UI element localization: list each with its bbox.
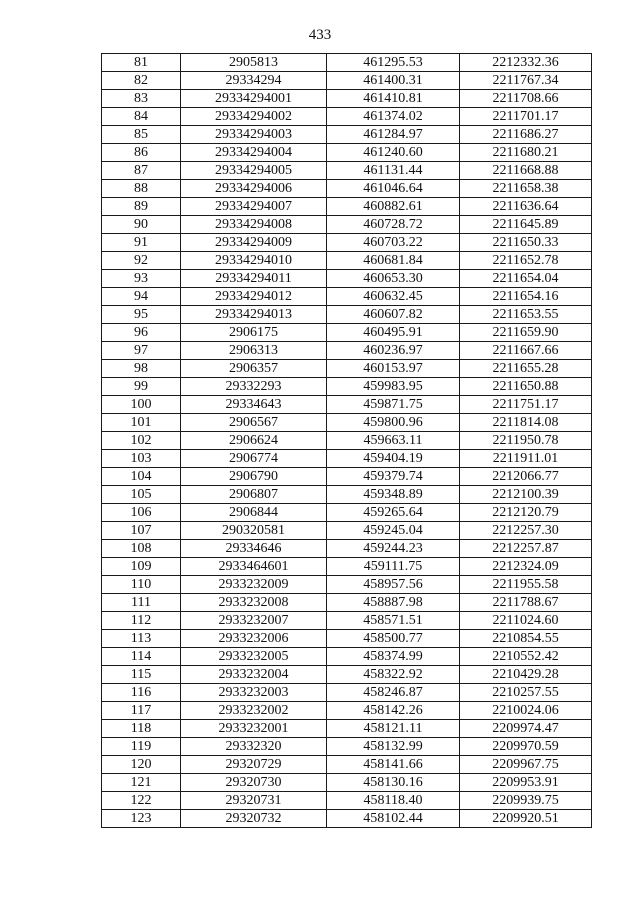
x-coordinate-cell: 458322.92: [327, 666, 460, 684]
point-id-cell: 2905813: [181, 54, 327, 72]
point-id-cell: 2933232007: [181, 612, 327, 630]
x-coordinate-cell: 459983.95: [327, 378, 460, 396]
table-row: [102, 234, 592, 252]
table-row: [102, 810, 592, 828]
x-coordinate-cell: 458121.11: [327, 720, 460, 738]
table-row: [102, 522, 592, 540]
x-coordinate-cell: 458246.87: [327, 684, 460, 702]
row-number-cell: 84: [102, 108, 181, 126]
row-number-cell: 81: [102, 54, 181, 72]
y-coordinate-cell: 2210024.06: [460, 702, 592, 720]
table-row: [102, 378, 592, 396]
y-coordinate-cell: 2209967.75: [460, 756, 592, 774]
y-coordinate-cell: 2211652.78: [460, 252, 592, 270]
y-coordinate-cell: 2211650.88: [460, 378, 592, 396]
row-number-cell: 119: [102, 738, 181, 756]
point-id-cell: 29334294003: [181, 126, 327, 144]
y-coordinate-cell: 2211659.90: [460, 324, 592, 342]
x-coordinate-cell: 458118.40: [327, 792, 460, 810]
table-row: [102, 684, 592, 702]
x-coordinate-cell: 458887.98: [327, 594, 460, 612]
table-row: [102, 666, 592, 684]
y-coordinate-cell: 2212100.39: [460, 486, 592, 504]
x-coordinate-cell: 461374.02: [327, 108, 460, 126]
y-coordinate-cell: 2210429.28: [460, 666, 592, 684]
row-number-cell: 86: [102, 144, 181, 162]
x-coordinate-cell: 459379.74: [327, 468, 460, 486]
table-row: [102, 144, 592, 162]
y-coordinate-cell: 2210552.42: [460, 648, 592, 666]
table-row: [102, 126, 592, 144]
table-row: [102, 396, 592, 414]
x-coordinate-cell: 458957.56: [327, 576, 460, 594]
y-coordinate-cell: 2212120.79: [460, 504, 592, 522]
x-coordinate-cell: 460607.82: [327, 306, 460, 324]
row-number-cell: 121: [102, 774, 181, 792]
table-row: [102, 216, 592, 234]
x-coordinate-cell: 460728.72: [327, 216, 460, 234]
y-coordinate-cell: 2209953.91: [460, 774, 592, 792]
row-number-cell: 101: [102, 414, 181, 432]
row-number-cell: 117: [102, 702, 181, 720]
point-id-cell: 29334294012: [181, 288, 327, 306]
point-id-cell: 2906624: [181, 432, 327, 450]
y-coordinate-cell: 2209920.51: [460, 810, 592, 828]
coordinates-table-container: [101, 53, 592, 828]
x-coordinate-cell: 458142.26: [327, 702, 460, 720]
x-coordinate-cell: 459244.23: [327, 540, 460, 558]
point-id-cell: 2906567: [181, 414, 327, 432]
point-id-cell: 29334294: [181, 72, 327, 90]
table-row: [102, 180, 592, 198]
table-row: [102, 720, 592, 738]
y-coordinate-cell: 2211708.66: [460, 90, 592, 108]
table-body: [102, 54, 592, 828]
y-coordinate-cell: 2211658.38: [460, 180, 592, 198]
row-number-cell: 114: [102, 648, 181, 666]
point-id-cell: 29334294011: [181, 270, 327, 288]
point-id-cell: 2933232001: [181, 720, 327, 738]
point-id-cell: 2906313: [181, 342, 327, 360]
table-row: [102, 162, 592, 180]
y-coordinate-cell: 2211645.89: [460, 216, 592, 234]
point-id-cell: 290320581: [181, 522, 327, 540]
x-coordinate-cell: 461284.97: [327, 126, 460, 144]
row-number-cell: 87: [102, 162, 181, 180]
x-coordinate-cell: 459245.04: [327, 522, 460, 540]
y-coordinate-cell: 2211911.01: [460, 450, 592, 468]
point-id-cell: 2906790: [181, 468, 327, 486]
row-number-cell: 95: [102, 306, 181, 324]
row-number-cell: 103: [102, 450, 181, 468]
row-number-cell: 123: [102, 810, 181, 828]
y-coordinate-cell: 2211751.17: [460, 396, 592, 414]
row-number-cell: 106: [102, 504, 181, 522]
point-id-cell: 29334294004: [181, 144, 327, 162]
point-id-cell: 2933232002: [181, 702, 327, 720]
table-row: [102, 306, 592, 324]
x-coordinate-cell: 461400.31: [327, 72, 460, 90]
y-coordinate-cell: 2211767.34: [460, 72, 592, 90]
y-coordinate-cell: 2210257.55: [460, 684, 592, 702]
row-number-cell: 112: [102, 612, 181, 630]
row-number-cell: 108: [102, 540, 181, 558]
table-row: [102, 648, 592, 666]
point-id-cell: 29334294009: [181, 234, 327, 252]
x-coordinate-cell: 460882.61: [327, 198, 460, 216]
y-coordinate-cell: 2211680.21: [460, 144, 592, 162]
y-coordinate-cell: 2211654.16: [460, 288, 592, 306]
row-number-cell: 91: [102, 234, 181, 252]
x-coordinate-cell: 459800.96: [327, 414, 460, 432]
table-row: [102, 288, 592, 306]
point-id-cell: 2906844: [181, 504, 327, 522]
x-coordinate-cell: 458500.77: [327, 630, 460, 648]
point-id-cell: 29334294007: [181, 198, 327, 216]
table-row: [102, 756, 592, 774]
row-number-cell: 88: [102, 180, 181, 198]
table-row: [102, 612, 592, 630]
x-coordinate-cell: 459404.19: [327, 450, 460, 468]
row-number-cell: 104: [102, 468, 181, 486]
point-id-cell: 29334643: [181, 396, 327, 414]
point-id-cell: 29332320: [181, 738, 327, 756]
table-row: [102, 540, 592, 558]
x-coordinate-cell: 458374.99: [327, 648, 460, 666]
x-coordinate-cell: 461410.81: [327, 90, 460, 108]
point-id-cell: 2933232009: [181, 576, 327, 594]
point-id-cell: 2906774: [181, 450, 327, 468]
x-coordinate-cell: 460495.91: [327, 324, 460, 342]
point-id-cell: 29334294001: [181, 90, 327, 108]
row-number-cell: 99: [102, 378, 181, 396]
y-coordinate-cell: 2212257.87: [460, 540, 592, 558]
table-row: [102, 504, 592, 522]
table-row: [102, 738, 592, 756]
x-coordinate-cell: 459871.75: [327, 396, 460, 414]
table-row: [102, 342, 592, 360]
y-coordinate-cell: 2209939.75: [460, 792, 592, 810]
point-id-cell: 2933232006: [181, 630, 327, 648]
table-row: [102, 198, 592, 216]
y-coordinate-cell: 2209974.47: [460, 720, 592, 738]
x-coordinate-cell: 461131.44: [327, 162, 460, 180]
x-coordinate-cell: 459663.11: [327, 432, 460, 450]
table-row: [102, 324, 592, 342]
x-coordinate-cell: 460653.30: [327, 270, 460, 288]
table-row: [102, 90, 592, 108]
table-row: [102, 252, 592, 270]
table-row: [102, 486, 592, 504]
row-number-cell: 113: [102, 630, 181, 648]
point-id-cell: 29334646: [181, 540, 327, 558]
y-coordinate-cell: 2211701.17: [460, 108, 592, 126]
point-id-cell: 29334294010: [181, 252, 327, 270]
table-row: [102, 414, 592, 432]
point-id-cell: 29320732: [181, 810, 327, 828]
x-coordinate-cell: 461240.60: [327, 144, 460, 162]
x-coordinate-cell: 460153.97: [327, 360, 460, 378]
point-id-cell: 29334294006: [181, 180, 327, 198]
y-coordinate-cell: 2211650.33: [460, 234, 592, 252]
table-row: [102, 558, 592, 576]
row-number-cell: 122: [102, 792, 181, 810]
table-row: [102, 792, 592, 810]
x-coordinate-cell: 460703.22: [327, 234, 460, 252]
table-row: [102, 594, 592, 612]
x-coordinate-cell: 460632.45: [327, 288, 460, 306]
row-number-cell: 118: [102, 720, 181, 738]
point-id-cell: 2933232003: [181, 684, 327, 702]
point-id-cell: 2933464601: [181, 558, 327, 576]
row-number-cell: 94: [102, 288, 181, 306]
y-coordinate-cell: 2212257.30: [460, 522, 592, 540]
y-coordinate-cell: 2211950.78: [460, 432, 592, 450]
y-coordinate-cell: 2211814.08: [460, 414, 592, 432]
y-coordinate-cell: 2211636.64: [460, 198, 592, 216]
row-number-cell: 98: [102, 360, 181, 378]
x-coordinate-cell: 459265.64: [327, 504, 460, 522]
point-id-cell: 29334294013: [181, 306, 327, 324]
table-row: [102, 576, 592, 594]
point-id-cell: 29320730: [181, 774, 327, 792]
table-row: [102, 72, 592, 90]
x-coordinate-cell: 461046.64: [327, 180, 460, 198]
y-coordinate-cell: 2211024.60: [460, 612, 592, 630]
y-coordinate-cell: 2211654.04: [460, 270, 592, 288]
y-coordinate-cell: 2212324.09: [460, 558, 592, 576]
x-coordinate-cell: 458130.16: [327, 774, 460, 792]
y-coordinate-cell: 2211668.88: [460, 162, 592, 180]
y-coordinate-cell: 2211788.67: [460, 594, 592, 612]
row-number-cell: 105: [102, 486, 181, 504]
row-number-cell: 97: [102, 342, 181, 360]
row-number-cell: 90: [102, 216, 181, 234]
table-row: [102, 270, 592, 288]
row-number-cell: 83: [102, 90, 181, 108]
row-number-cell: 115: [102, 666, 181, 684]
y-coordinate-cell: 2211955.58: [460, 576, 592, 594]
x-coordinate-cell: 459111.75: [327, 558, 460, 576]
row-number-cell: 89: [102, 198, 181, 216]
table-row: [102, 468, 592, 486]
row-number-cell: 110: [102, 576, 181, 594]
table-row: [102, 630, 592, 648]
point-id-cell: 29320731: [181, 792, 327, 810]
row-number-cell: 111: [102, 594, 181, 612]
table-row: [102, 450, 592, 468]
x-coordinate-cell: 461295.53: [327, 54, 460, 72]
row-number-cell: 107: [102, 522, 181, 540]
row-number-cell: 109: [102, 558, 181, 576]
table-row: [102, 702, 592, 720]
row-number-cell: 116: [102, 684, 181, 702]
table-row: [102, 108, 592, 126]
row-number-cell: 93: [102, 270, 181, 288]
point-id-cell: 29332293: [181, 378, 327, 396]
point-id-cell: 2933232005: [181, 648, 327, 666]
row-number-cell: 102: [102, 432, 181, 450]
x-coordinate-cell: 459348.89: [327, 486, 460, 504]
point-id-cell: 29334294005: [181, 162, 327, 180]
x-coordinate-cell: 458102.44: [327, 810, 460, 828]
table-row: [102, 774, 592, 792]
y-coordinate-cell: 2211655.28: [460, 360, 592, 378]
point-id-cell: 2933232004: [181, 666, 327, 684]
point-id-cell: 2906807: [181, 486, 327, 504]
y-coordinate-cell: 2210854.55: [460, 630, 592, 648]
point-id-cell: 29334294002: [181, 108, 327, 126]
x-coordinate-cell: 460681.84: [327, 252, 460, 270]
page-number: 433: [308, 27, 332, 43]
point-id-cell: 2933232008: [181, 594, 327, 612]
point-id-cell: 29320729: [181, 756, 327, 774]
x-coordinate-cell: 458132.99: [327, 738, 460, 756]
point-id-cell: 29334294008: [181, 216, 327, 234]
row-number-cell: 82: [102, 72, 181, 90]
x-coordinate-cell: 458571.51: [327, 612, 460, 630]
table-row: [102, 54, 592, 72]
coordinates-table: [101, 53, 592, 828]
row-number-cell: 92: [102, 252, 181, 270]
y-coordinate-cell: 2211653.55: [460, 306, 592, 324]
point-id-cell: 2906175: [181, 324, 327, 342]
y-coordinate-cell: 2211667.66: [460, 342, 592, 360]
table-row: [102, 360, 592, 378]
x-coordinate-cell: 460236.97: [327, 342, 460, 360]
y-coordinate-cell: 2209970.59: [460, 738, 592, 756]
row-number-cell: 85: [102, 126, 181, 144]
y-coordinate-cell: 2211686.27: [460, 126, 592, 144]
row-number-cell: 120: [102, 756, 181, 774]
table-row: [102, 432, 592, 450]
x-coordinate-cell: 458141.66: [327, 756, 460, 774]
point-id-cell: 2906357: [181, 360, 327, 378]
y-coordinate-cell: 2212066.77: [460, 468, 592, 486]
row-number-cell: 96: [102, 324, 181, 342]
y-coordinate-cell: 2212332.36: [460, 54, 592, 72]
row-number-cell: 100: [102, 396, 181, 414]
